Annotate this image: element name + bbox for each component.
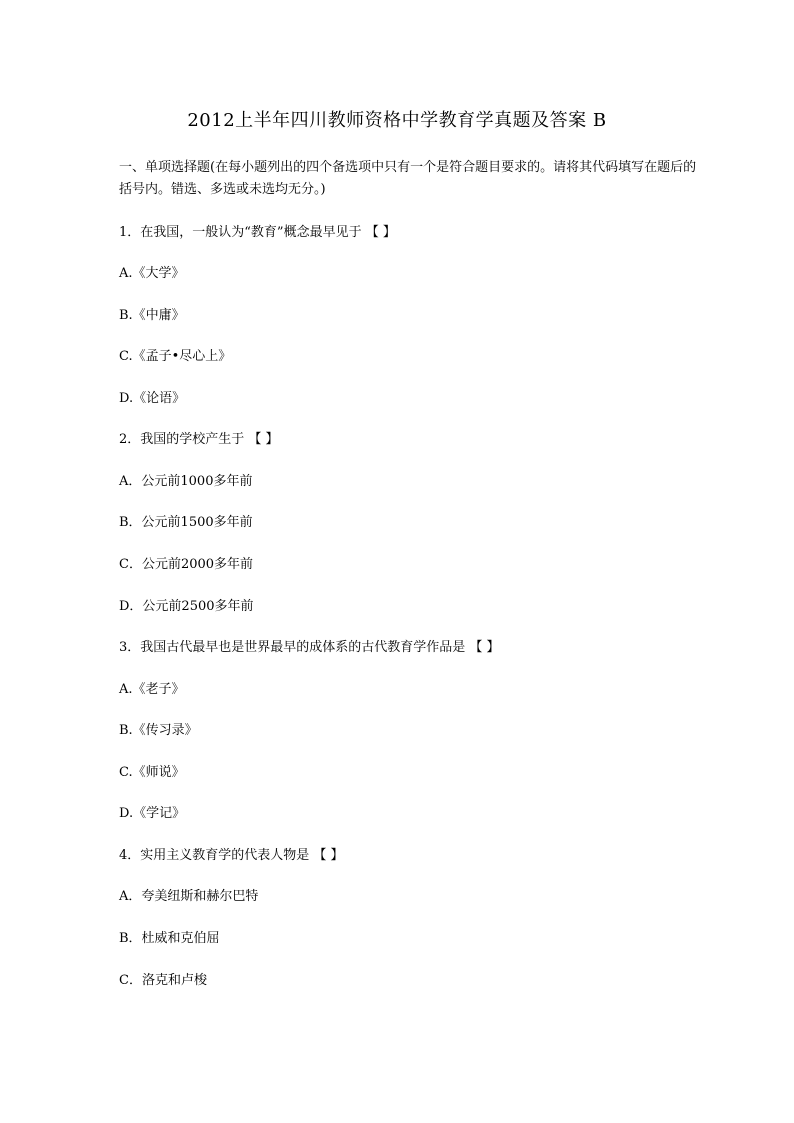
question-3-option-a: A.《老子》 [119,682,185,697]
question-1-option-a: A.《大学》 [119,266,185,281]
question-3-stem: 3．我国古代最早也是世界最早的成体系的古代教育学作品是 【 】 [119,640,500,655]
question-4-option-b: B．杜威和克伯屈 [119,931,220,946]
question-4-option-c: C．洛克和卢梭 [119,973,207,988]
question-1-option-b: B.《中庸》 [119,308,185,323]
question-3-option-b: B.《传习录》 [119,723,198,738]
question-1-option-d: D.《论语》 [119,391,186,406]
section-header: 一、单项选择题(在每小题列出的四个备选项中只有一个是符合题目要求的。请将其代码填写在题后的括号内。错选、多选或未选均无分。) [119,160,697,197]
question-2-option-a: A．公元前1000多年前 [119,474,253,489]
question-4-stem: 4．实用主义教育学的代表人物是 【 】 [119,848,344,863]
question-4-option-a: A．夸美纽斯和赫尔巴特 [119,889,259,904]
question-3-option-d: D.《学记》 [119,806,186,821]
question-2-option-d: D．公元前2500多年前 [119,599,254,614]
question-1-option-c: C.《孟子•尽心上》 [119,349,232,364]
question-1-stem: 1．在我国，一般认为“教育”概念最早见于 【 】 [119,225,396,240]
question-2-stem: 2．我国的学校产生于 【 】 [119,432,279,447]
question-3-option-c: C.《师说》 [119,765,185,780]
question-2-option-b: B．公元前1500多年前 [119,515,253,530]
question-2-option-c: C．公元前2000多年前 [119,557,254,572]
document-title: 2012上半年四川教师资格中学教育学真题及答案 B [187,110,607,131]
